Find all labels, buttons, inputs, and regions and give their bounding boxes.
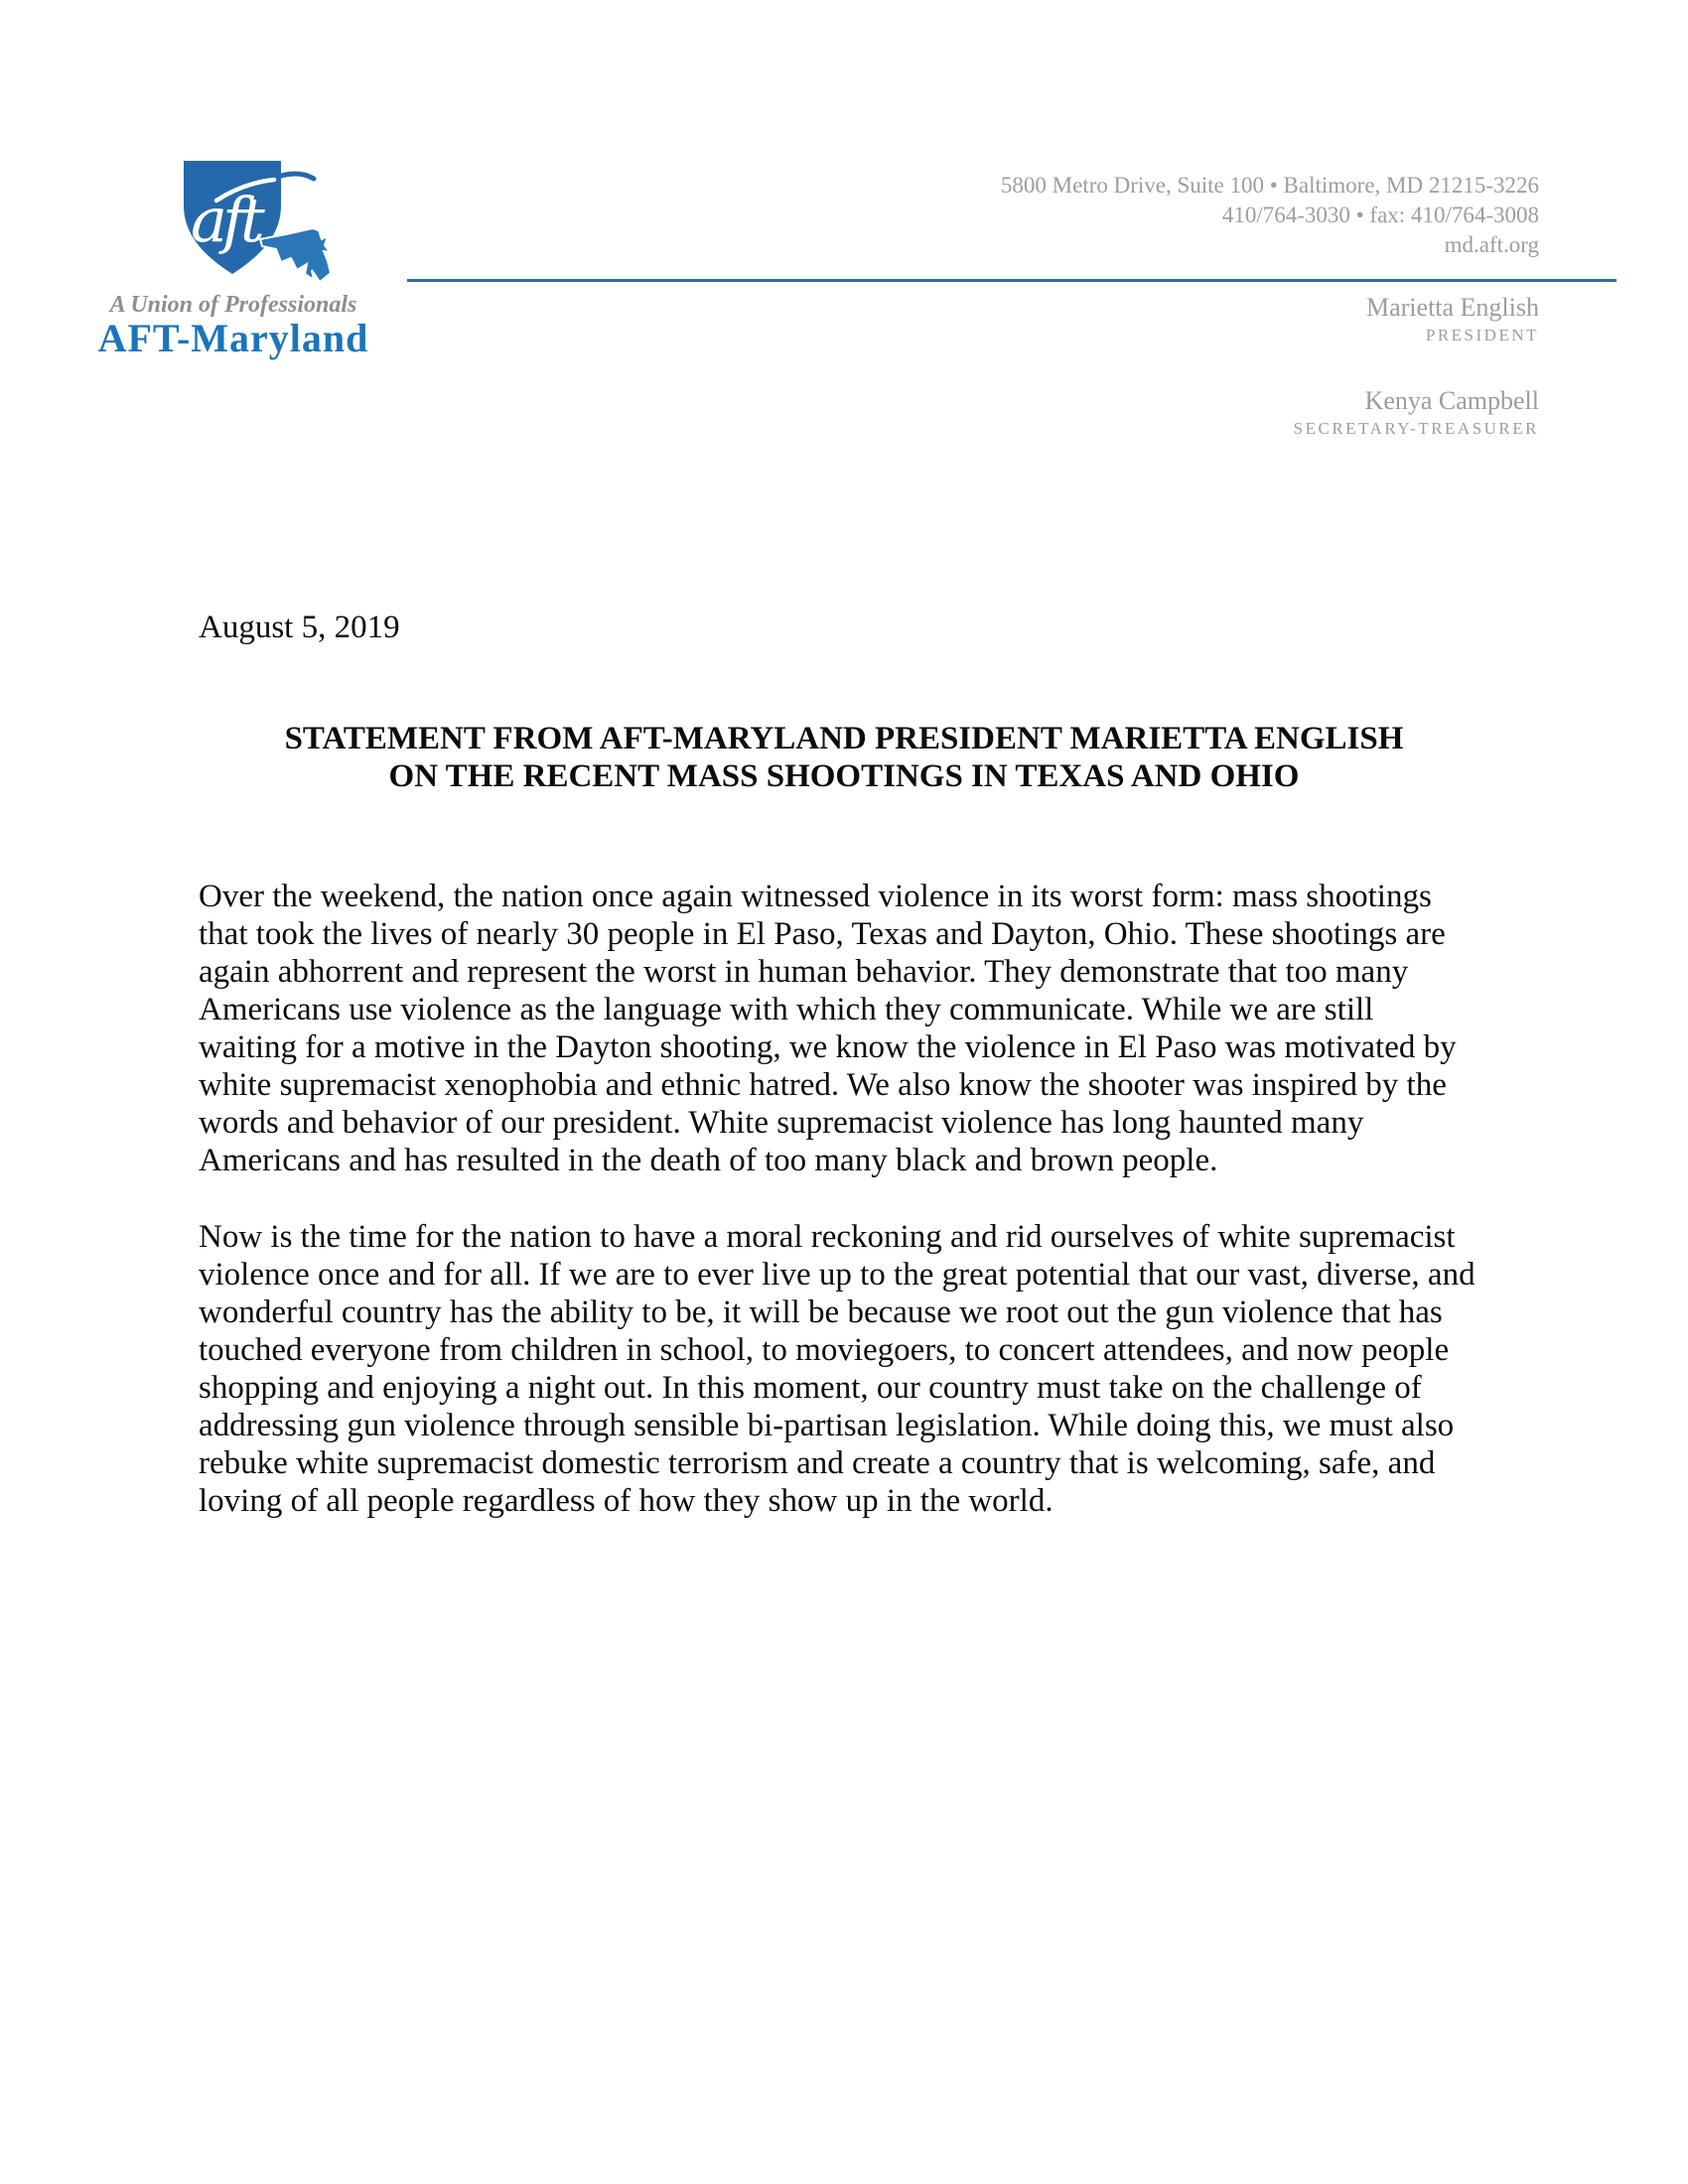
letter-title: [199, 720, 1489, 795]
text-line: that took the lives of nearly 30 people in El Paso, Texas and Dayton, Ohio. These shootings are: [199, 916, 1446, 952]
officer-title: SECRETARY-TREASURER: [1293, 419, 1539, 438]
paragraph: [199, 878, 1509, 1179]
maryland-state-shape: [260, 228, 331, 282]
address-line: 5800 Metro Drive, Suite 100 • Baltimore, MD 21215-3226: [1000, 173, 1539, 198]
address-line: md.aft.org: [1444, 232, 1539, 257]
logo-swash: [270, 174, 314, 180]
logo-org-name: AFT-Maryland: [97, 316, 369, 360]
text-line: wonderful country has the ability to be, it will be because we root out the gun violence that has: [199, 1295, 1443, 1330]
text-line: addressing gun violence through sensible bi-partisan legislation. While doing this, we must also: [199, 1408, 1455, 1443]
title-line: STATEMENT FROM AFT-MARYLAND PRESIDENT MARIETTA ENGLISH: [284, 721, 1404, 756]
text-line: shopping and enjoying a night out. In this moment, our country must take on the challenge of: [199, 1370, 1422, 1406]
letter-date: August 5, 2019: [199, 610, 400, 645]
logo-text-block: [54, 292, 413, 359]
text-line: Now is the time for the nation to have a moral reckoning and rid ourselves of white supremacist: [199, 1219, 1456, 1255]
text-line: words and behavior of our president. White supremacist violence has long haunted many: [199, 1105, 1364, 1141]
officer-name: Kenya Campbell: [1364, 386, 1539, 415]
text-line: white supremacist xenophobia and ethnic hatred. We also know the shooter was inspired by the: [199, 1067, 1447, 1103]
officer-president: [1366, 294, 1539, 344]
text-line: Americans and has resulted in the death of too many black and brown people.: [199, 1143, 1218, 1178]
text-line: waiting for a motive in the Dayton shooting, we know the violence in El Paso was motivated by: [199, 1029, 1457, 1065]
text-line: again abhorrent and represent the worst in human behavior. They demonstrate that too many: [199, 954, 1409, 990]
aft-maryland-logo: [179, 154, 338, 288]
logo-tagline: A Union of Professionals: [109, 292, 357, 318]
officer-secretary-treasurer: [1294, 387, 1539, 438]
text-line: violence once and for all. If we are to ever live up to the great potential that our vast, diverse, and: [199, 1257, 1476, 1293]
text-line: Americans use violence as the language with which they communicate. While we are still: [199, 992, 1374, 1027]
letterhead-divider: [407, 279, 1617, 282]
paragraph: [199, 1218, 1509, 1520]
officer-title: PRESIDENT: [1425, 326, 1539, 344]
officer-name: Marietta English: [1365, 293, 1539, 322]
text-line: Over the weekend, the nation once again witnessed violence in its worst form: mass shootings: [199, 879, 1432, 914]
text-line: rebuke white supremacist domestic terrorism and create a country that is welcoming, safe, and: [199, 1445, 1436, 1481]
address-line: 410/764-3030 • fax: 410/764-3008: [1221, 203, 1539, 227]
text-line: loving of all people regardless of how they show up in the world.: [199, 1483, 1054, 1519]
aft-monogram: aft: [191, 184, 260, 256]
letterhead-address: [1001, 171, 1539, 260]
text-line: touched everyone from children in school, to moviegoers, to concert attendees, and now people: [199, 1332, 1450, 1368]
title-line: ON THE RECENT MASS SHOOTINGS IN TEXAS AND OHIO: [388, 758, 1300, 794]
